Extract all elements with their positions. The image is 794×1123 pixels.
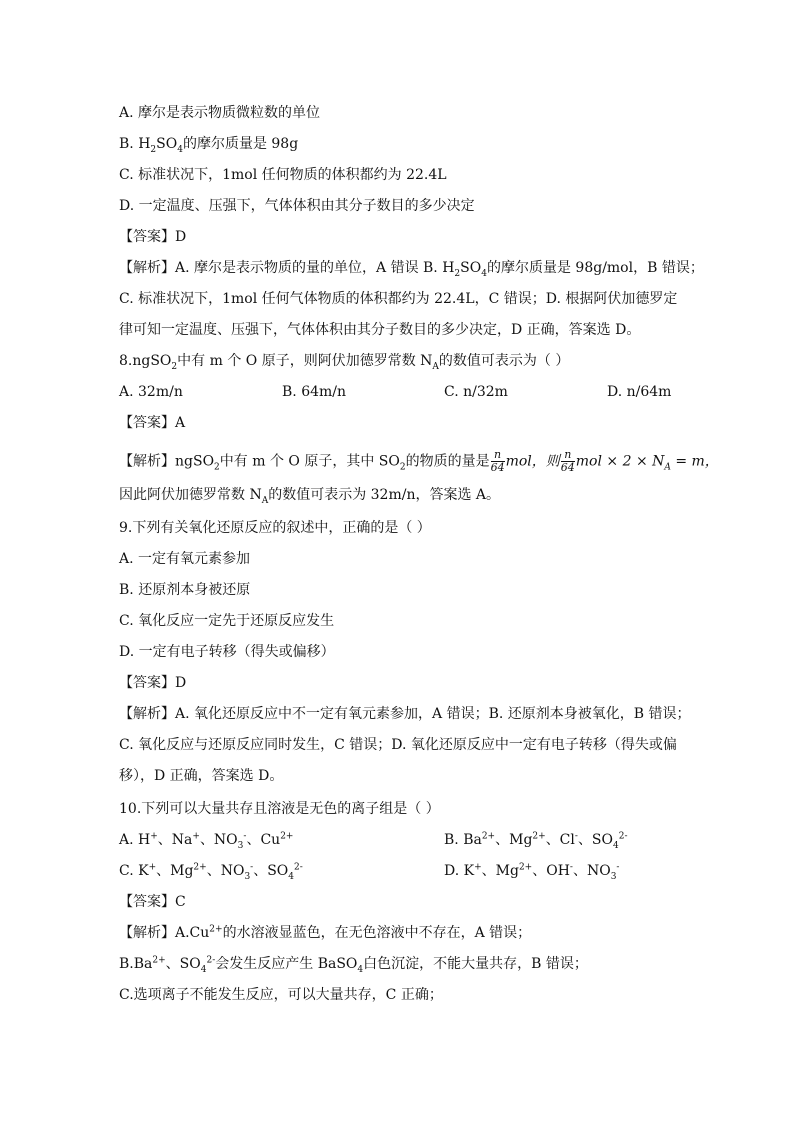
q8-option-d: D. n/64m [607, 384, 672, 400]
q7-option-a: A. 摩尔是表示物质微粒数的单位 [119, 105, 321, 121]
q8-analysis-line-2: 因此阿伏加德罗常数 $N_A$的数值可表示为 32m/n，答案选 A。 [119, 487, 501, 506]
q10-option-d: D. K+、$Mg^{2+}$、OH-、$NO_3^-$ [444, 862, 620, 882]
q10-option-c: C. K+、$Mg^{2+}$、$NO_3^-$、$SO_4^{2-}$ [119, 862, 303, 882]
q8-option-a: A. 32m/n [119, 384, 183, 400]
fraction-n-over-64: $\frac{n}{64}$ [560, 448, 575, 474]
q8-stem: 8.ngSO$_2$中有 m 个 O 原子，则阿伏加德罗常数 $N_A$的数值可表示为（ ） [119, 353, 570, 372]
q8-option-c: C. n/32m [444, 384, 508, 400]
q7-analysis-line-3: 律可知一定温度、压强下，气体体积由其分子数目的多少决定，D 正确，答案选 D。 [119, 322, 641, 338]
q9-stem: 9.下列有关氧化还原反应的叙述中，正确的是（ ） [119, 520, 431, 536]
q10-answer: 【答案】C [119, 894, 186, 910]
q7-option-d: D. 一定温度、压强下，气体体积由其分子数目的多少决定 [119, 198, 475, 214]
fraction-n-over-64: $\frac{n}{64}$ [490, 448, 505, 474]
q10-analysis-line-3: C.选项离子不能发生反应，可以大量共存，C 正确； [119, 987, 443, 1003]
q9-analysis-line-1: 【解析】A. 氧化还原反应中不一定有氧元素参加，A 错误；B. 还原剂本身被氧化，B 错误； [119, 706, 691, 722]
q9-analysis-line-3: 移），D 正确，答案选 D。 [119, 768, 284, 784]
q7-analysis-line-1: 【解析】A. 摩尔是表示物质的量的单位，A 错误 B. $H_2SO_4$的摩尔质量是 98g/mol，B 错误； [119, 260, 704, 279]
q10-stem: 10.下列可以大量共存且溶液是无色的离子组是（ ） [119, 801, 440, 817]
q9-answer: 【答案】D [119, 675, 187, 691]
q7-option-b: B. $H_2SO_4$的摩尔质量是 98g [119, 136, 299, 155]
q9-option-a: A. 一定有氧元素参加 [119, 551, 251, 567]
q10-analysis-line-1: 【解析】$A.Cu^{2+}$的水溶液显蓝色，在无色溶液中不存在，A 错误； [119, 924, 532, 941]
q7-option-c: C. 标准状况下，1mol 任何物质的体积都约为 22.4L [119, 167, 447, 183]
q8-option-b: B. 64m/n [282, 384, 347, 400]
q9-option-c: C. 氧化反应一定先于还原反应发生 [119, 613, 335, 629]
q10-option-a: A. H+、Na+、$NO_3^-$、$Cu^{2+}$ [119, 831, 294, 851]
q7-analysis-line-2: C. 标准状况下，1mol 任何气体物质的体积都约为 22.4L，C 错误；D. 根据阿伏加德罗定 [119, 291, 678, 307]
q9-option-d: D. 一定有电子转移（得失或偏移） [119, 644, 335, 660]
q9-analysis-line-2: C. 氧化反应与还原反应同时发生，C 错误；D. 氧化还原反应中一定有电子转移（得失或偏 [119, 737, 677, 753]
q8-analysis-line-1: 【解析】ngSO$_2$中有 m 个 O 原子，其中 $SO_2$的物质的量是 $\frac{n}{64}$ mol，则 $\frac{n}{64}$ mol × $2 \times N_A = m$， [119, 448, 719, 474]
q8-answer: 【答案】A [119, 415, 186, 431]
q7-answer: 【答案】D [119, 229, 187, 245]
q10-analysis-line-2: $B.Ba^{2+}$、$SO_4^{2-}$会发生反应产生 BaSO$_4$白色沉淀，不能大量共存，B 错误； [119, 955, 588, 975]
q10-option-b: B. $Ba^{2+}$、$Mg^{2+}$、Cl-、$SO_4^{2-}$ [444, 831, 628, 851]
q9-option-b: B. 还原剂本身被还原 [119, 582, 251, 598]
